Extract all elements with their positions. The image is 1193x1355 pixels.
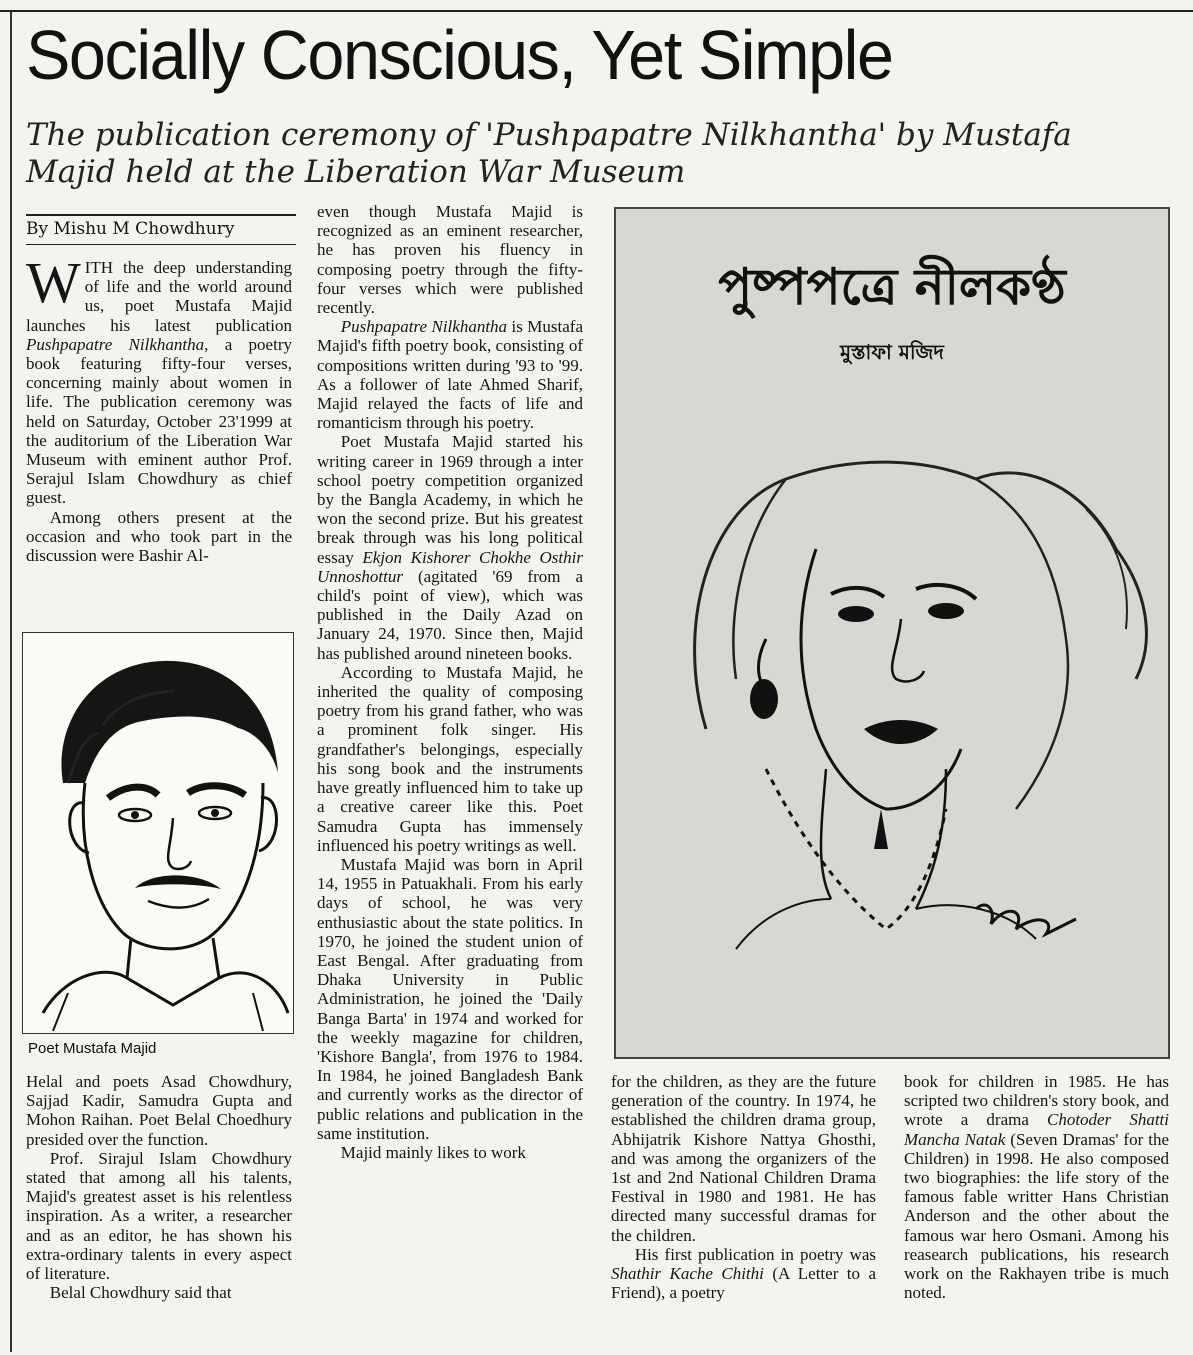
article-column-2 <box>317 202 583 1162</box>
portrait-caption: Poet Mustafa Majid <box>28 1040 157 1057</box>
book-cover-title: পুষ্পপত্রে নীলকণ্ঠ <box>718 258 1066 316</box>
drop-cap: W <box>26 250 81 315</box>
article-column-1-lower <box>26 1072 292 1302</box>
paragraph: Among others present at the occasion and who took part in the discussion were Bashir Al- <box>26 507 292 566</box>
subheadline: The publication ceremony of 'Pushpapatre Nilkhantha' by Mustafa Majid held at the Liberation War Museum <box>26 117 1072 190</box>
article-column-1-upper <box>26 250 292 566</box>
paragraph: Prof. Sirajul Islam Chowdhury stated that among all his talents, Majid's greatest asset is his relentless inspiration. As a writer, a researcher and as an editor, he has shown his extra-ordinary talents in every aspect of literature. <box>26 1148 292 1284</box>
paragraph: Belal Chowdhury said that <box>49 1283 232 1303</box>
essay-title: Ekjon Kishorer Chokhe Osthir Unnoshottur <box>317 547 583 586</box>
book-cover-author: মুস্তাফা মজিদ <box>840 340 944 364</box>
paragraph: According to Mustafa Majid, he inherited the quality of composing poetry from his grand father, who was a prominent folk singer. His grandfather's belongings, especially his song book and the instruments have greatly influenced him to take up a creative career like this. Poet Samudra Gupta has immensely influenced his poetry writings as well. <box>317 662 583 855</box>
top-rule <box>0 0 1193 12</box>
lead-paragraph: WITH the deep understanding of life and the world around us, poet Mustafa Majid launches his latest publication Pushpapatre Nilkhantha, a poetry book featuring fifty-four verses, concerning mainly about women in life. The publication ceremony was held on Saturday, October 23'1999 at the auditorium of the Liberation War Museum with eminent author Prof. Serajul Islam Chowdhury as chief guest. <box>26 250 292 508</box>
paragraph: Poet Mustafa Majid started his writing career in 1969 through a inter school poetry competition organized by the Bangla Academy, in which he won the second prize. But his greatest break through was his long political essay Ekjon Kishorer Chokhe Osthir Unnoshottur (agitated '69 from a child's point of view), which was published in the Daily Azad on January 24, 1970. Since then, Majid has published around nineteen books. <box>317 432 583 663</box>
left-column-rule <box>10 12 12 1352</box>
paragraph: Majid mainly likes to work <box>340 1142 526 1162</box>
headline: Socially Conscious, Yet Simple <box>26 16 893 94</box>
portrait-illustration <box>22 632 294 1034</box>
paragraph: Mustafa Majid was born in April 14, 1955 in Patuakhali. From his early days of school, he was very enthusiastic about the state politics. In 1970, he joined the student union of East Bengal. After graduating from Dhaka University in Public Administration, he joined the 'Daily Banga Barta' in 1974 and worked for the weekly magazine for children, 'Kishore Bangla', from 1976 to 1984. In 1984, he joined Bangladesh Bank and currently works as the director of public relations and publication in the same institution. <box>317 854 583 1143</box>
paragraph: book for children in 1985. He has scripted two children's story book, and wrote a drama Chotoder Shatti Mancha Natak (Seven Dramas' for the Children) in 1998. He also composed two biographies: the life story of the famous fable writter Hans Christian Anderson and the other about the famous war hero Osmani. Among his reasearch publications, his research work on the Rakhayen tribe is much noted. <box>904 1072 1169 1303</box>
book-title: Shathir Kache Chithi <box>611 1264 764 1284</box>
paragraph: for the children, as they are the future generation of the country. In 1974, he established the children drama group, Abhijatrik Kishore Nattya Ghosthi, and was among the organizers of the 1st and 2nd National Children Drama Festival in 1980 and 1981. He has directed many successful dramas for the children. <box>611 1072 876 1245</box>
article-column-4 <box>904 1072 1169 1302</box>
paragraph: His first publication in poetry was Shathir Kache Chithi (A Letter to a Friend), a poetry <box>611 1244 877 1303</box>
portrait-sketch <box>23 633 293 1033</box>
book-cover-illustration <box>614 207 1170 1059</box>
paragraph: even though Mustafa Majid is recognized as an eminent researcher, he has proven his fluency in composing poetry through the fifty-four verses which were published recently. <box>317 202 583 318</box>
paragraph: Helal and poets Asad Chowdhury, Sajjad Kadir, Samudra Gupta and Mohon Raihan. Poet Belal Choedhury presided over the function. <box>26 1072 292 1149</box>
book-title: Pushpapatre Nilkhantha <box>340 317 508 337</box>
paragraph: Pushpapatre Nilkhantha is Mustafa Majid's fifth poetry book, consisting of compositions written during '93 to '99. As a follower of late Ahmed Sharif, Majid relayed the facts of life and romanticism through his poetry. <box>317 317 584 433</box>
book-title: Pushpapatre Nilkhantha, <box>26 334 209 354</box>
byline: By Mishu M Chowdhury <box>26 214 296 245</box>
book-cover-art <box>616 209 1168 1057</box>
article-column-3 <box>611 1072 876 1302</box>
drama-title: Chotoder Shatti Mancha Natak <box>904 1110 1169 1149</box>
